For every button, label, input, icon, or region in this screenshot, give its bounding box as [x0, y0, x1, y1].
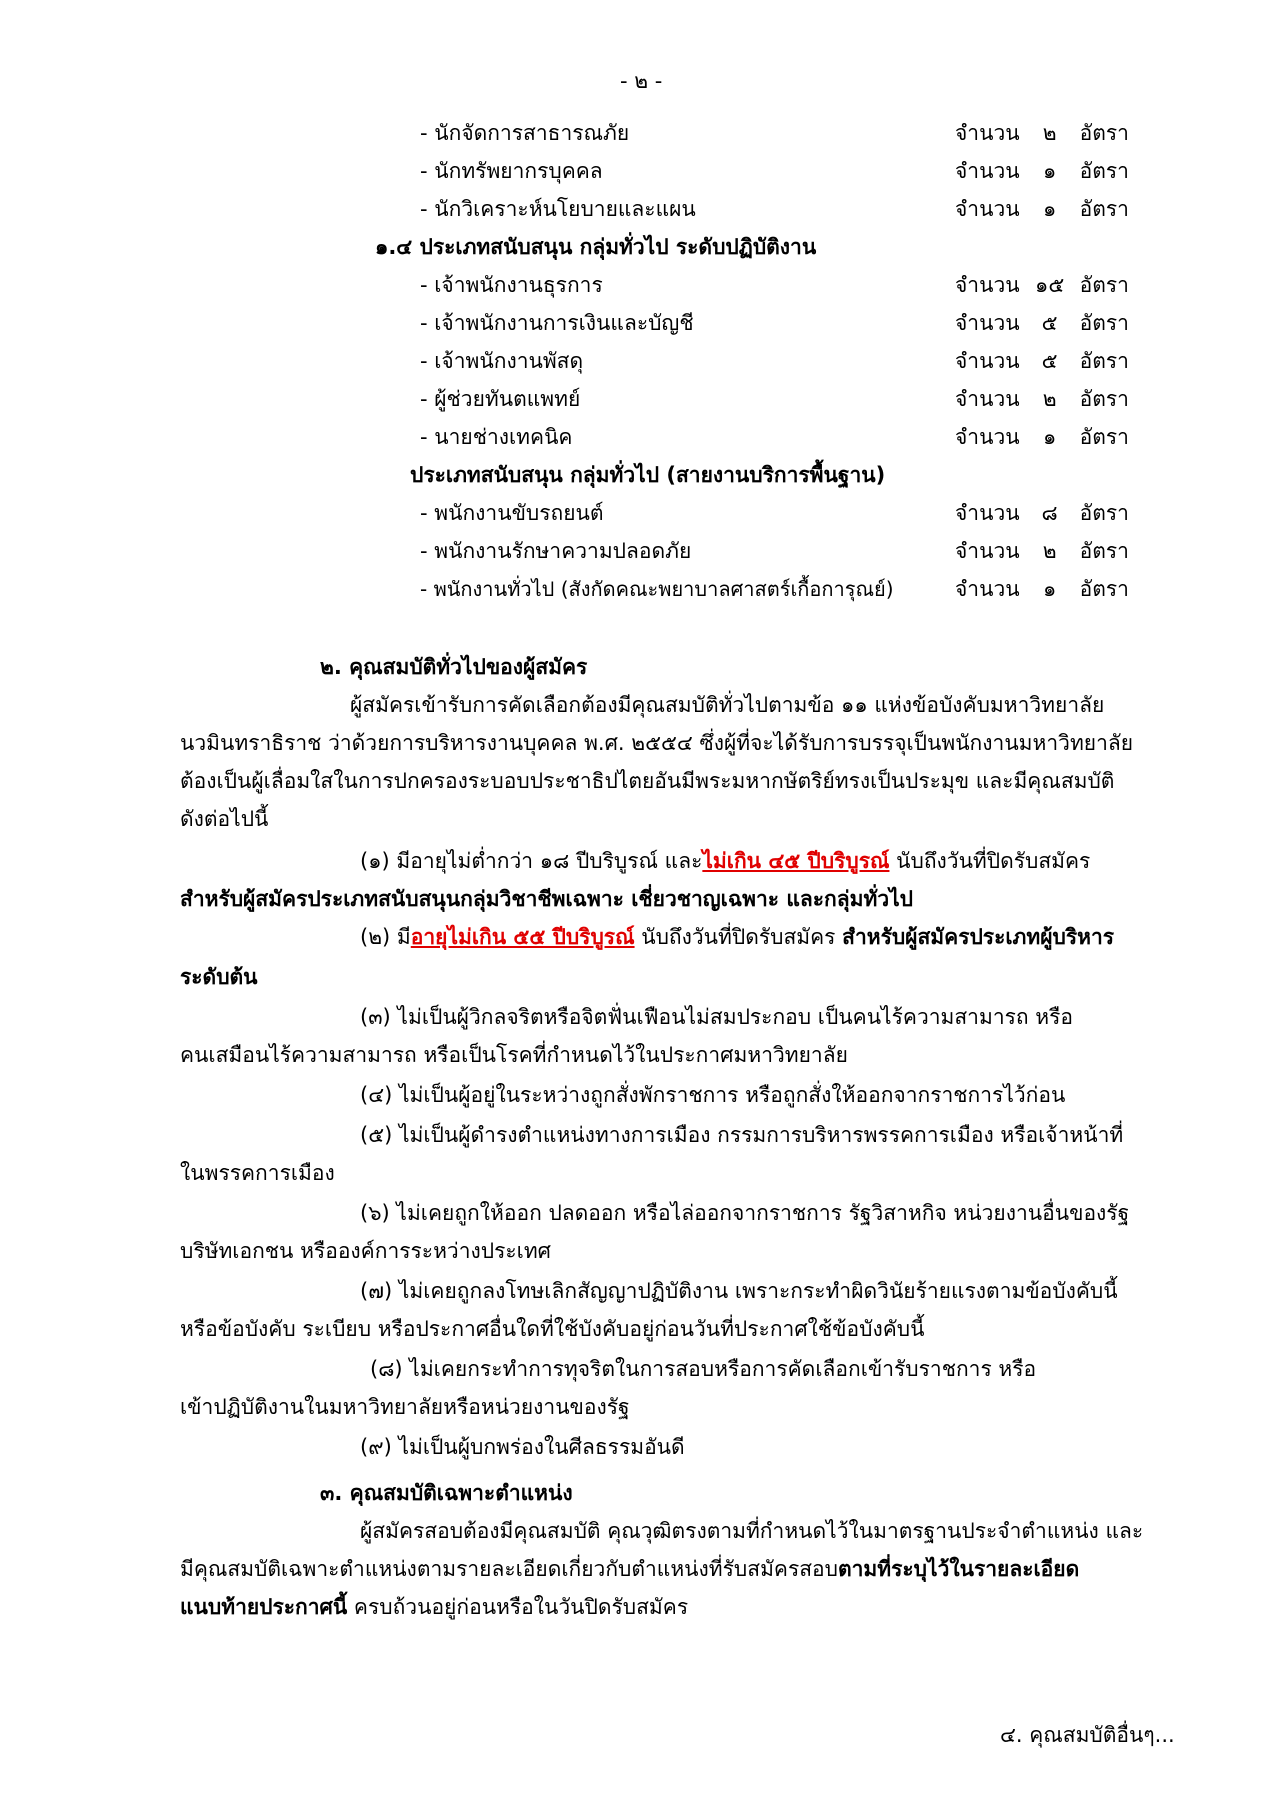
heading-1-4: ๑.๔ ประเภทสนับสนุน กลุ่มทั่วไป ระดับปฏิบัติงาน: [375, 235, 817, 259]
position-name: - เจ้าพนักงานพัสดุ: [420, 349, 584, 373]
position-name: - นายช่างเทคนิค: [420, 425, 573, 449]
section-3-line-2: มีคุณสมบัติเฉพาะตำแหน่งตามรายละเอียดเกี่ยวกับตำแหน่งที่รับสมัครสอบตามที่ระบุไว้ในรายละเอียด: [180, 1557, 1080, 1581]
position-name: - นักทรัพยากรบุคคล: [420, 159, 603, 183]
heading-basic-service: ประเภทสนับสนุน กลุ่มทั่วไป (สายงานบริการพื้นฐาน): [410, 463, 886, 487]
position-name: - เจ้าพนักงานธุรการ: [420, 273, 603, 297]
section-2-intro-line: ผู้สมัครเข้ารับการคัดเลือกต้องมีคุณสมบัติทั่วไปตามข้อ ๑๑ แห่งข้อบังคับมหาวิทยาลัย: [350, 693, 1105, 717]
position-name: - ผู้ช่วยทันตแพทย์: [420, 387, 581, 411]
section-3-line-3: แนบท้ายประกาศนี้ ครบถ้วนอยู่ก่อนหรือในวันปิดรับสมัคร: [180, 1595, 689, 1619]
item-2-line-2: ระดับต้น: [180, 965, 258, 989]
item-7-line-2: หรือข้อบังคับ ระเบียบ หรือประกาศอื่นใดที่ใช้บังคับอยู่ก่อนวันที่ประกาศใช้ข้อบังคับนี้: [180, 1317, 925, 1341]
position-count: จำนวน ๑ อัตรา: [955, 159, 1129, 183]
position-count: จำนวน ๕ อัตรา: [955, 311, 1129, 335]
item-8: (๘) ไม่เคยกระทำการทุจริตในการสอบหรือการคัดเลือกเข้ารับราชการ หรือ: [370, 1357, 1037, 1381]
section-2-intro-line: ดังต่อไปนี้: [180, 807, 269, 831]
position-count: จำนวน ๕ อัตรา: [955, 349, 1129, 373]
position-name: - พนักงานขับรถยนต์: [420, 501, 604, 525]
item-6-line-2: บริษัทเอกชน หรือองค์การระหว่างประเทศ: [180, 1239, 551, 1263]
section-3-heading: ๓. คุณสมบัติเฉพาะตำแหน่ง: [320, 1481, 573, 1505]
position-name: - พนักงานรักษาความปลอดภัย: [420, 539, 692, 563]
item-5: (๕) ไม่เป็นผู้ดำรงตำแหน่งทางการเมือง กรรมการบริหารพรรคการเมือง หรือเจ้าหน้าที่: [360, 1123, 1124, 1147]
position-count: จำนวน ๒ อัตรา: [955, 539, 1129, 563]
item-1-line-2: สำหรับผู้สมัครประเภทสนับสนุนกลุ่มวิชาชีพเฉพาะ เชี่ยวชาญเฉพาะ และกลุ่มทั่วไป: [180, 887, 914, 911]
item-1: (๑) มีอายุไม่ต่ำกว่า ๑๘ ปีบริบูรณ์ และไม่เกิน ๔๕ ปีบริบูรณ์ นับถึงวันที่ปิดรับสมัคร: [360, 849, 1091, 873]
position-name: - เจ้าพนักงานการเงินและบัญชี: [420, 311, 694, 335]
item-8-line-2: เข้าปฏิบัติงานในมหาวิทยาลัยหรือหน่วยงานของรัฐ: [180, 1395, 630, 1419]
continued-footer: ๔. คุณสมบัติอื่นๆ...: [1000, 1723, 1175, 1747]
position-count: จำนวน ๑ อัตรา: [955, 425, 1129, 449]
page-number: - ๒ -: [620, 69, 663, 93]
position-count: จำนวน ๒ อัตรา: [955, 387, 1129, 411]
item-9: (๙) ไม่เป็นผู้บกพร่องในศีลธรรมอันดี: [360, 1435, 685, 1459]
item-4: (๔) ไม่เป็นผู้อยู่ในระหว่างถูกสั่งพักราชการ หรือถูกสั่งให้ออกจากราชการไว้ก่อน: [360, 1083, 1066, 1107]
position-name: - นักจัดการสาธารณภัย: [420, 121, 630, 145]
item-5-line-2: ในพรรคการเมือง: [180, 1161, 335, 1185]
item-3: (๓) ไม่เป็นผู้วิกลจริตหรือจิตฟั่นเฟือนไม่สมประกอบ เป็นคนไร้ความสามารถ หรือ: [360, 1005, 1074, 1029]
position-name: - นักวิเคราะห์นโยบายและแผน: [420, 197, 696, 221]
position-count: จำนวน ๑ อัตรา: [955, 197, 1129, 221]
section-2-intro-line: นวมินทราธิราช ว่าด้วยการบริหารงานบุคคล พ.ศ. ๒๕๕๔ ซึ่งผู้ที่จะได้รับการบรรจุเป็นพนักงานมหาวิทยาลัย: [180, 731, 1134, 755]
item-3-line-2: คนเสมือนไร้ความสามารถ หรือเป็นโรคที่กำหนดไว้ในประกาศมหาวิทยาลัย: [180, 1043, 848, 1067]
item-6: (๖) ไม่เคยถูกให้ออก ปลดออก หรือไล่ออกจากราชการ รัฐวิสาหกิจ หน่วยงานอื่นของรัฐ: [360, 1201, 1130, 1225]
item-2: (๒) มีอายุไม่เกิน ๕๕ ปีบริบูรณ์ นับถึงวันที่ปิดรับสมัคร สำหรับผู้สมัครประเภทผู้บริหาร: [360, 925, 1115, 949]
section-2-intro-line: ต้องเป็นผู้เลื่อมใสในการปกครองระบอบประชาธิปไตยอันมีพระมหากษัตริย์ทรงเป็นประมุข และมีคุณสมบัติ: [180, 769, 1115, 793]
position-count: จำนวน ๑๕ อัตรา: [955, 273, 1129, 297]
position-count: จำนวน ๑ อัตรา: [955, 577, 1129, 601]
item-7: (๗) ไม่เคยถูกลงโทษเลิกสัญญาปฏิบัติงาน เพราะกระทำผิดวินัยร้ายแรงตามข้อบังคับนี้: [360, 1279, 1118, 1303]
section-2-heading: ๒. คุณสมบัติทั่วไปของผู้สมัคร: [320, 655, 588, 679]
position-name: - พนักงานทั่วไป (สังกัดคณะพยาบาลศาสตร์เกื้อการุณย์): [420, 577, 894, 601]
position-count: จำนวน ๒ อัตรา: [955, 121, 1129, 145]
position-count: จำนวน ๘ อัตรา: [955, 501, 1129, 525]
section-3-line-1: ผู้สมัครสอบต้องมีคุณสมบัติ คุณวุฒิตรงตามที่กำหนดไว้ในมาตรฐานประจำตำแหน่ง และ: [360, 1519, 1144, 1543]
